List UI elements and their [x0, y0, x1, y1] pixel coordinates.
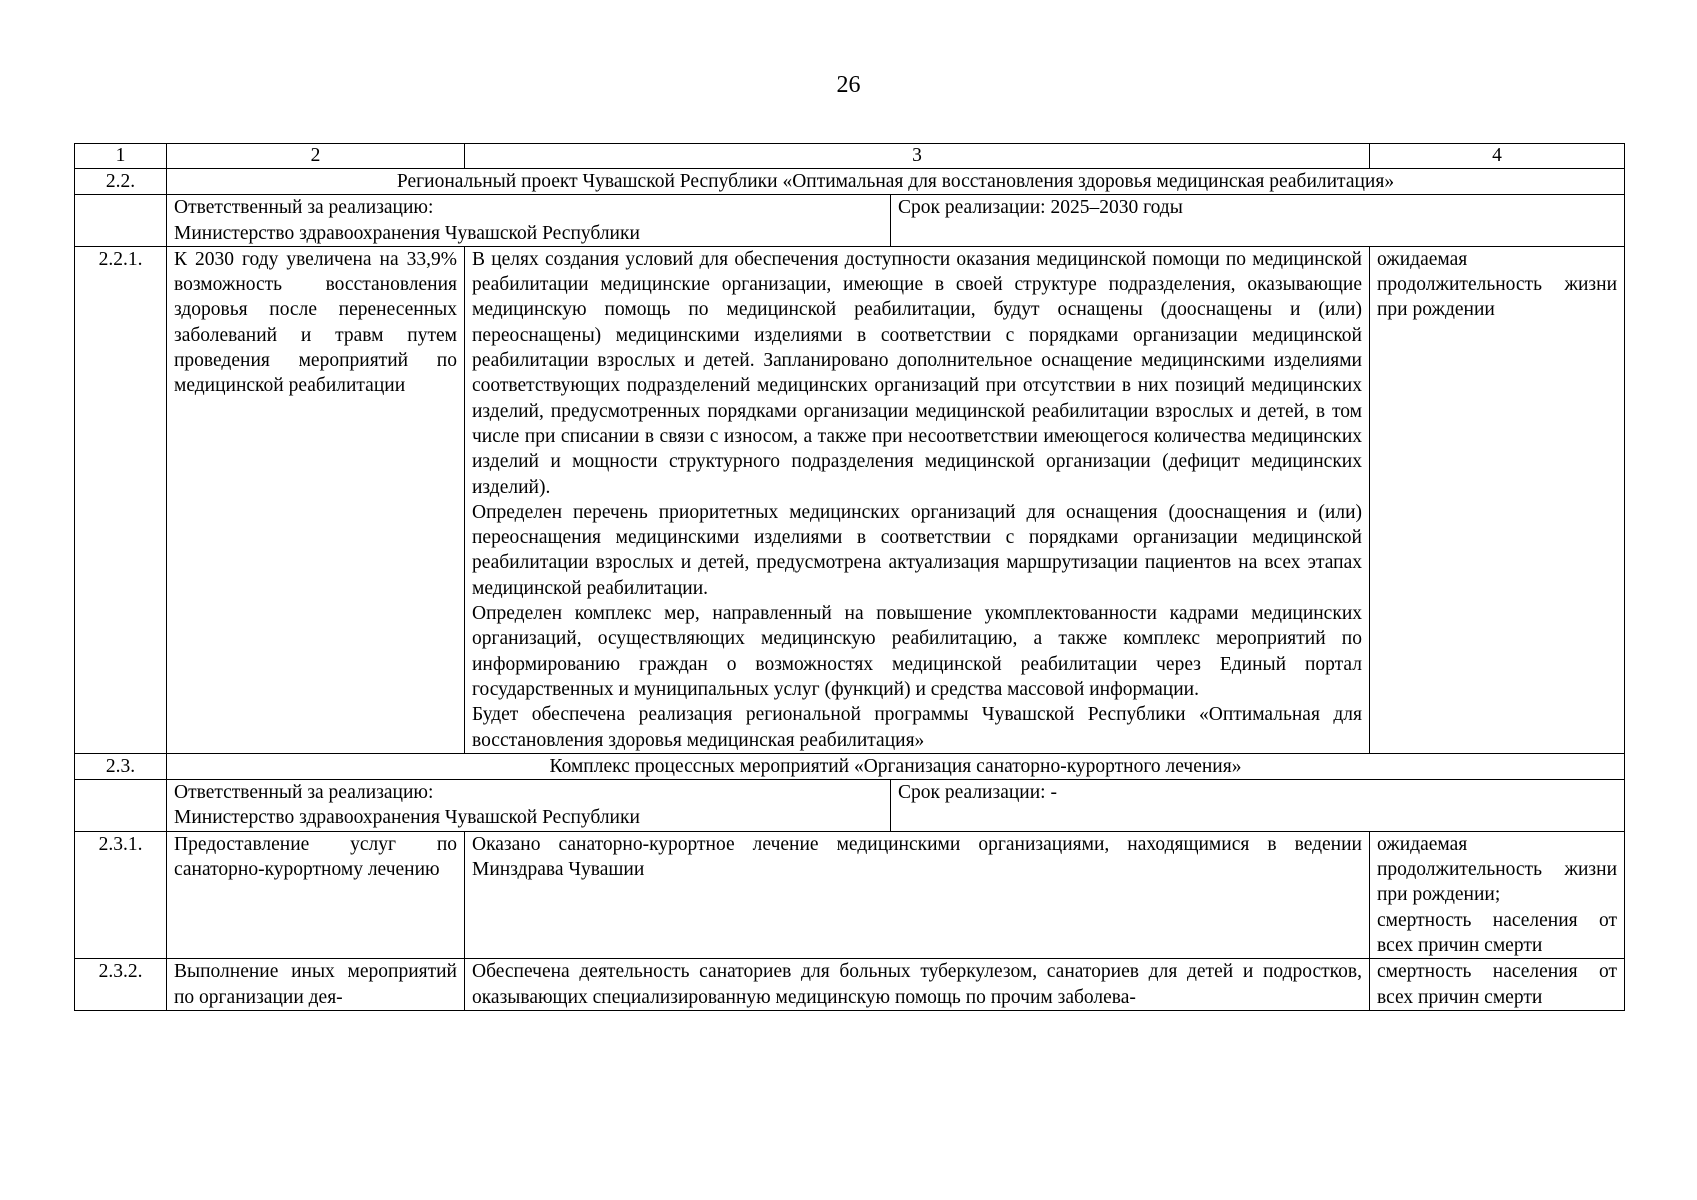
result-cell: Обеспечена деятельность санаториев для больных туберкулезом, санаториев для детей и подростков, оказывающих специализированную медицинскую помощь по прочим заболева- — [465, 959, 1370, 1011]
term-text: Срок реализации: - — [890, 780, 1624, 831]
measures-table — [74, 143, 1625, 1011]
indicator-cell: ожидаемая продолжительность жизни при рождении — [1370, 246, 1625, 753]
task-cell: Выполнение иных мероприятий по организации дея- — [167, 959, 465, 1011]
row-2-2-1 — [75, 246, 1625, 753]
section-2-3-responsible-row — [75, 780, 1625, 832]
indicator-line: смертность населения от всех причин смерти — [1377, 909, 1617, 956]
responsible-text: Ответственный за реализацию: Министерство здравоохранения Чувашской Республики — [174, 197, 640, 244]
responsible-text: Ответственный за реализацию: Министерство здравоохранения Чувашской Республики — [174, 782, 640, 829]
result-cell: Оказано санаторно-курортное лечение медицинскими организациями, находящимися в ведении Минздрава Чувашии — [465, 831, 1370, 958]
section-number: 2.3. — [75, 753, 167, 779]
header-col-3: 3 — [465, 144, 1370, 169]
header-col-4: 4 — [1370, 144, 1625, 169]
term-text: Срок реализации: 2025–2030 годы — [890, 195, 1624, 246]
indicator-cell: смертность населения от всех причин смерти — [1370, 959, 1625, 1011]
result-cell — [465, 246, 1370, 753]
section-title: Комплекс процессных мероприятий «Организация санаторно-курортного лечения» — [167, 753, 1625, 779]
result-paragraph: В целях создания условий для обеспечения доступности оказания медицинской помощи по медицинской реабилитации медицинские организации, имеющие в своей структуре подразделения, оказывающие медицинскую помощь по медицинской реабилитации, будут оснащены (дооснащены и (или) переоснащены) медицинскими изделиями в соответствии с порядками организации медицинской реабилитации взрослых и детей. Запланировано дополнительное оснащение медицинскими изделиями соответствующих подразделений медицинских организаций при отсутствии в них позиций медицинских изделий, предусмотренных порядками организации медицинской реабилитации взрослых и детей, в том числе при списании в связи с износом, а также при несоответствии имеющегося количества медицинских изделий и мощности структурного подразделения медицинской организации (дефицит медицинских изделий). — [472, 248, 1362, 498]
task-cell: Предоставление услуг по санаторно-курортному лечению — [167, 831, 465, 958]
row-2-3-1 — [75, 831, 1625, 958]
header-col-1: 1 — [75, 144, 167, 169]
page-number: 26 — [836, 72, 861, 98]
result-paragraph: Определен перечень приоритетных медицинских организаций для оснащения (дооснащения и (или) переоснащения медицинскими изделиями в соответствии с порядками организации медицинской реабилитации взрослых и детей, предусмотрена актуализация маршрутизации пациентов на всех этапах медицинской реабилитации. — [472, 501, 1362, 599]
empty-cell — [75, 780, 167, 832]
section-title: Региональный проект Чувашской Республики «Оптимальная для восстановления здоровья медицинская реабилитация» — [167, 169, 1625, 195]
row-number: 2.3.2. — [75, 959, 167, 1011]
row-2-3-2 — [75, 959, 1625, 1011]
task-cell: К 2030 году увеличена на 33,9% возможность восстановления здоровья после перенесенных заболеваний и травм путем проведения мероприятий по медицинской реабилитации — [167, 246, 465, 753]
result-paragraph: Будет обеспечена реализация региональной программы Чувашской Республики «Оптимальная для восстановления здоровья медицинская реабилитация» — [472, 704, 1362, 751]
result-paragraph: Определен комплекс мер, направленный на повышение укомплектованности кадрами медицинских организаций, осуществляющих медицинскую реабилитацию, а также комплекс мероприятий по информированию граждан о возможностях медицинской реабилитации через Единый портал государственных и муниципальных услуг (функций) и средства массовой информации. — [472, 603, 1362, 700]
section-2-3-title-row — [75, 753, 1625, 779]
responsible-term-cell — [167, 195, 1625, 247]
empty-cell — [75, 195, 167, 247]
section-2-2-title-row — [75, 169, 1625, 195]
section-number: 2.2. — [75, 169, 167, 195]
row-number: 2.3.1. — [75, 831, 167, 958]
indicator-line: ожидаемая продолжительность жизни при рождении; — [1377, 833, 1617, 906]
row-number: 2.2.1. — [75, 246, 167, 753]
indicator-cell — [1370, 831, 1625, 958]
column-number-row — [75, 144, 1625, 169]
header-col-2: 2 — [167, 144, 465, 169]
section-2-2-responsible-row — [75, 195, 1625, 247]
responsible-term-cell — [167, 780, 1625, 832]
